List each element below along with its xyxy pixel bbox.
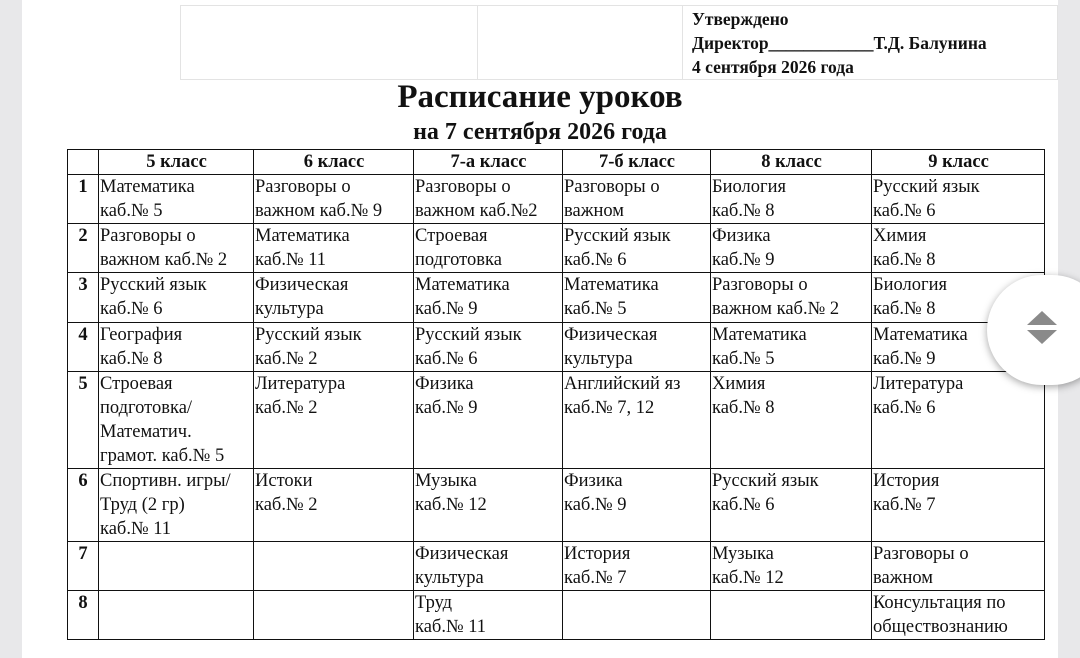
lesson-cell bbox=[711, 273, 872, 323]
lesson-text: Русский язык bbox=[564, 226, 671, 246]
lesson-cell bbox=[872, 372, 1045, 469]
lesson-cell bbox=[872, 591, 1045, 640]
lesson-cell bbox=[99, 372, 254, 469]
lesson-text: каб.№ 9 bbox=[564, 495, 627, 515]
approval-line-date: 4 сентября 2026 года bbox=[692, 57, 854, 77]
lesson-text: Музыка bbox=[712, 544, 774, 564]
lesson-text: каб.№ 9 bbox=[415, 299, 478, 319]
lesson-text: Разговоры о bbox=[564, 177, 660, 197]
lesson-cell bbox=[711, 591, 872, 640]
lesson-text: Строевая bbox=[415, 226, 488, 246]
lesson-cell bbox=[99, 323, 254, 372]
lesson-cell bbox=[711, 372, 872, 469]
schedule-table bbox=[67, 149, 1045, 640]
lesson-text: каб.№ 5 bbox=[564, 299, 627, 319]
lesson-cell bbox=[254, 323, 414, 372]
lesson-text: Разговоры о bbox=[255, 177, 351, 197]
lesson-text: каб.№ 6 bbox=[873, 398, 936, 418]
lesson-text: каб.№ 8 bbox=[712, 398, 775, 418]
lesson-cell bbox=[99, 224, 254, 273]
lesson-cell bbox=[563, 175, 711, 224]
lesson-cell bbox=[254, 273, 414, 323]
lesson-cell bbox=[563, 372, 711, 469]
lesson-text: каб.№ 6 bbox=[415, 349, 478, 369]
lesson-text: Биология bbox=[873, 275, 948, 295]
lesson-cell bbox=[711, 224, 872, 273]
lesson-cell bbox=[99, 273, 254, 323]
lesson-text: Строевая bbox=[100, 374, 173, 394]
table-row bbox=[68, 323, 1045, 372]
lesson-text: важном bbox=[873, 568, 933, 588]
lesson-text: Математика bbox=[712, 325, 807, 345]
lesson-text: каб.№ 11 bbox=[415, 617, 487, 637]
header-lesson-number bbox=[68, 150, 99, 175]
lesson-text: Труд (2 гр) bbox=[100, 495, 185, 515]
schedule-body bbox=[68, 175, 1045, 640]
lesson-text: подготовка/ bbox=[100, 398, 193, 418]
lesson-number: 8 bbox=[68, 591, 99, 640]
lesson-cell bbox=[254, 542, 414, 591]
lesson-number: 3 bbox=[68, 273, 99, 323]
lesson-number: 6 bbox=[68, 469, 99, 542]
lesson-text: Математич. bbox=[100, 422, 192, 442]
lesson-cell bbox=[414, 273, 563, 323]
lesson-cell bbox=[254, 591, 414, 640]
lesson-text: Математика bbox=[415, 275, 510, 295]
triangle-up-icon[interactable] bbox=[1027, 311, 1057, 325]
lesson-text: Литература bbox=[873, 374, 964, 394]
lesson-text: каб.№ 9 bbox=[873, 349, 936, 369]
document-page bbox=[22, 0, 1058, 658]
lesson-cell bbox=[563, 542, 711, 591]
table-row bbox=[68, 372, 1045, 469]
header-class: 6 класс bbox=[254, 150, 414, 175]
lesson-cell bbox=[563, 469, 711, 542]
lesson-cell bbox=[99, 175, 254, 224]
lesson-cell bbox=[254, 372, 414, 469]
lesson-text: каб.№ 8 bbox=[100, 349, 163, 369]
lesson-text: культура bbox=[415, 568, 484, 588]
lesson-cell bbox=[872, 224, 1045, 273]
lesson-text: Физическая bbox=[255, 275, 349, 295]
lesson-text: Разговоры о bbox=[712, 275, 808, 295]
lesson-cell bbox=[414, 175, 563, 224]
table-row bbox=[68, 273, 1045, 323]
approval-block bbox=[180, 5, 1058, 80]
lesson-number: 1 bbox=[68, 175, 99, 224]
header-class: 5 класс bbox=[99, 150, 254, 175]
lesson-text: Физика bbox=[564, 471, 623, 491]
lesson-cell bbox=[563, 224, 711, 273]
lesson-text: Разговоры о bbox=[100, 226, 196, 246]
lesson-text: каб.№ 2 bbox=[255, 495, 318, 515]
lesson-cell bbox=[711, 542, 872, 591]
lesson-text: культура bbox=[564, 349, 633, 369]
lesson-text: каб.№ 6 bbox=[100, 299, 163, 319]
lesson-text: каб.№ 5 bbox=[712, 349, 775, 369]
lesson-text: каб.№ 6 bbox=[873, 201, 936, 221]
approval-text-cell bbox=[683, 6, 1058, 80]
approval-empty-cell bbox=[181, 6, 478, 80]
lesson-cell bbox=[711, 469, 872, 542]
lesson-text: Химия bbox=[712, 374, 766, 394]
triangle-down-icon[interactable] bbox=[1027, 330, 1057, 344]
lesson-text: История bbox=[564, 544, 631, 564]
lesson-text: каб.№ 2 bbox=[255, 349, 318, 369]
table-row bbox=[68, 542, 1045, 591]
lesson-number: 2 bbox=[68, 224, 99, 273]
lesson-cell bbox=[563, 273, 711, 323]
lesson-text: каб.№ 7 bbox=[564, 568, 627, 588]
lesson-cell bbox=[414, 469, 563, 542]
lesson-text: каб.№ 8 bbox=[873, 299, 936, 319]
lesson-text: Физическая bbox=[564, 325, 658, 345]
lesson-cell bbox=[414, 323, 563, 372]
lesson-text: каб.№ 8 bbox=[873, 250, 936, 270]
lesson-cell bbox=[563, 591, 711, 640]
approval-line-director: Директор____________Т.Д. Балунина bbox=[692, 33, 987, 53]
lesson-text: Литература bbox=[255, 374, 346, 394]
lesson-text: каб.№ 7 bbox=[873, 495, 936, 515]
lesson-text: История bbox=[873, 471, 940, 491]
lesson-text: Разговоры о bbox=[873, 544, 969, 564]
table-row bbox=[68, 175, 1045, 224]
lesson-text: подготовка bbox=[415, 250, 502, 270]
lesson-text: Музыка bbox=[415, 471, 477, 491]
lesson-text: Истоки bbox=[255, 471, 313, 491]
lesson-cell bbox=[254, 224, 414, 273]
document-title: Расписание уроков bbox=[397, 79, 683, 115]
lesson-text: каб.№ 2 bbox=[255, 398, 318, 418]
lesson-cell bbox=[711, 323, 872, 372]
lesson-text: каб.№ 5 bbox=[100, 201, 163, 221]
lesson-text: каб.№ 12 bbox=[712, 568, 784, 588]
lesson-cell bbox=[872, 542, 1045, 591]
lesson-text: каб.№ 6 bbox=[564, 250, 627, 270]
lesson-cell bbox=[414, 372, 563, 469]
lesson-text: Математика bbox=[100, 177, 195, 197]
lesson-cell bbox=[563, 323, 711, 372]
lesson-text: каб.№ 11 bbox=[255, 250, 327, 270]
lesson-text: каб.№ 8 bbox=[712, 201, 775, 221]
lesson-text: Русский язык bbox=[255, 325, 362, 345]
header-class: 7-б класс bbox=[563, 150, 711, 175]
lesson-text: важном каб.№ 2 bbox=[712, 299, 840, 319]
lesson-cell bbox=[99, 542, 254, 591]
lesson-text: Математика bbox=[255, 226, 350, 246]
lesson-cell bbox=[99, 469, 254, 542]
lesson-text: Труд bbox=[415, 593, 453, 613]
lesson-cell bbox=[711, 175, 872, 224]
lesson-cell bbox=[872, 469, 1045, 542]
lesson-text: каб.№ 9 bbox=[712, 250, 775, 270]
lesson-text: Математика bbox=[564, 275, 659, 295]
approval-empty-cell bbox=[478, 6, 683, 80]
table-row bbox=[68, 591, 1045, 640]
lesson-text: Русский язык bbox=[100, 275, 207, 295]
lesson-text: культура bbox=[255, 299, 324, 319]
lesson-text: важном каб.№ 2 bbox=[100, 250, 228, 270]
table-row bbox=[68, 224, 1045, 273]
lesson-text: Физика bbox=[415, 374, 474, 394]
table-row bbox=[68, 469, 1045, 542]
lesson-text: География bbox=[100, 325, 183, 345]
lesson-text: важном bbox=[564, 201, 624, 221]
lesson-cell bbox=[872, 175, 1045, 224]
lesson-text: каб.№ 6 bbox=[712, 495, 775, 515]
lesson-text: важном каб.№ 9 bbox=[255, 201, 383, 221]
lesson-text: каб.№ 9 bbox=[415, 398, 478, 418]
header-class: 8 класс bbox=[711, 150, 872, 175]
lesson-cell bbox=[254, 469, 414, 542]
lesson-cell bbox=[414, 542, 563, 591]
lesson-number: 5 bbox=[68, 372, 99, 469]
lesson-cell bbox=[254, 175, 414, 224]
lesson-text: Биология bbox=[712, 177, 787, 197]
lesson-text: Математика bbox=[873, 325, 968, 345]
lesson-cell bbox=[414, 224, 563, 273]
lesson-text: Разговоры о bbox=[415, 177, 511, 197]
header-class: 7-а класс bbox=[414, 150, 563, 175]
lesson-text: Английский яз bbox=[564, 374, 681, 394]
lesson-text: Физика bbox=[712, 226, 771, 246]
lesson-text: каб.№ 7, 12 bbox=[564, 398, 655, 418]
lesson-text: Русский язык bbox=[415, 325, 522, 345]
lesson-text: Русский язык bbox=[873, 177, 980, 197]
lesson-cell bbox=[414, 591, 563, 640]
lesson-number: 4 bbox=[68, 323, 99, 372]
lesson-number: 7 bbox=[68, 542, 99, 591]
schedule-header-row bbox=[68, 150, 1045, 175]
lesson-text: Химия bbox=[873, 226, 927, 246]
lesson-text: обществознанию bbox=[873, 617, 1008, 637]
lesson-text: Русский язык bbox=[712, 471, 819, 491]
lesson-text: грамот. каб.№ 5 bbox=[100, 446, 225, 466]
lesson-text: Спортивн. игры/ bbox=[100, 471, 231, 491]
lesson-cell bbox=[99, 591, 254, 640]
lesson-text: важном каб.№2 bbox=[415, 201, 538, 221]
lesson-text: каб.№ 12 bbox=[415, 495, 487, 515]
approval-line-approved: Утверждено bbox=[692, 9, 789, 29]
document-subtitle: на 7 сентября 2026 года bbox=[413, 119, 667, 145]
lesson-text: Физическая bbox=[415, 544, 509, 564]
header-class: 9 класс bbox=[872, 150, 1045, 175]
lesson-text: Консультация по bbox=[873, 593, 1006, 613]
lesson-text: каб.№ 11 bbox=[100, 519, 172, 539]
